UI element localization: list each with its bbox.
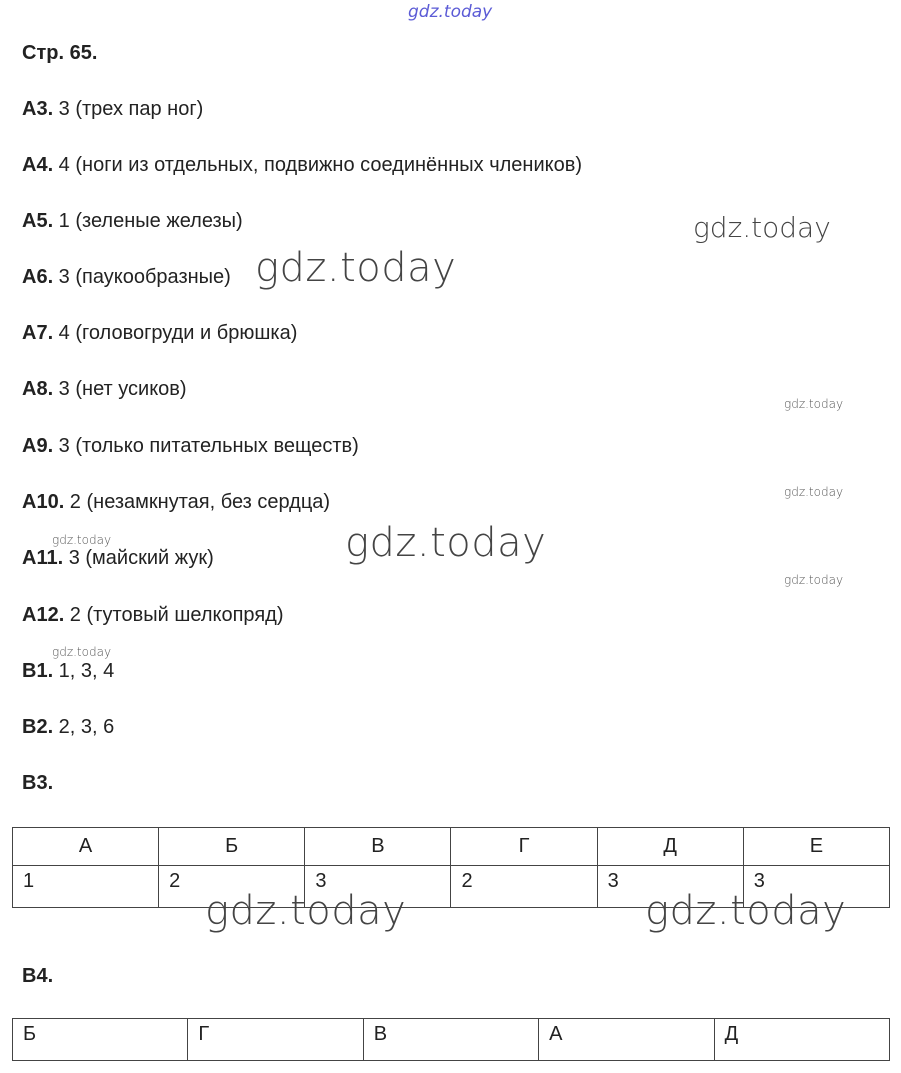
answer-label: А3. xyxy=(22,98,54,120)
answer-text: 3 (трех пар ног) xyxy=(53,98,204,120)
b3-label: В3. xyxy=(22,772,54,794)
watermark: gdz.today xyxy=(52,533,112,547)
answer-item xyxy=(22,603,283,627)
table-cell: В xyxy=(363,1019,538,1061)
answer-item xyxy=(22,153,582,177)
watermark: gdz.today xyxy=(255,245,457,291)
table-cell: 1 xyxy=(13,866,159,908)
table-cell: Г xyxy=(188,1019,363,1061)
watermark-top: gdz.today xyxy=(408,2,493,22)
answer-item xyxy=(22,715,114,739)
table-cell: А xyxy=(539,1019,714,1061)
answer-item xyxy=(22,659,114,683)
answer-item xyxy=(22,377,187,401)
table-cell: Д xyxy=(714,1019,889,1061)
answer-label: А9. xyxy=(22,435,54,457)
answer-text: 3 (майский жук) xyxy=(63,547,214,569)
answer-text: 2 (незамкнутая, без сердца) xyxy=(64,491,331,513)
table-header-cell: Е xyxy=(743,828,889,866)
answer-label: А10. xyxy=(22,491,65,513)
b4-answer-table xyxy=(12,1018,890,1061)
answer-item xyxy=(22,490,330,514)
b4-heading xyxy=(22,964,53,988)
table-header-cell: В xyxy=(305,828,451,866)
watermark: gdz.today xyxy=(693,211,831,244)
answer-label: А12. xyxy=(22,604,65,626)
answer-item xyxy=(22,265,231,289)
table-header-cell: Д xyxy=(597,828,743,866)
watermark: gdz.today xyxy=(784,573,844,587)
page-title: Стр. 65. xyxy=(22,42,98,64)
table-cell: 2 xyxy=(159,866,305,908)
answer-text: 1 (зеленые железы) xyxy=(53,210,243,232)
answer-label: А11. xyxy=(22,547,64,569)
answer-item xyxy=(22,321,297,345)
table-header-cell: Б xyxy=(159,828,305,866)
answer-label: В1. xyxy=(22,660,54,682)
table-cell: 2 xyxy=(451,866,597,908)
watermark: gdz.today xyxy=(645,888,847,934)
b4-label: В4. xyxy=(22,965,54,987)
answer-item xyxy=(22,209,243,233)
table-header-cell: А xyxy=(13,828,159,866)
answer-label: А7. xyxy=(22,322,54,344)
answer-text: 4 (головогруди и брюшка) xyxy=(53,322,298,344)
table-cell: 3 xyxy=(743,866,889,908)
answer-item xyxy=(22,546,214,570)
table-row xyxy=(13,1019,890,1061)
answer-label: А8. xyxy=(22,378,54,400)
answer-label: В2. xyxy=(22,716,54,738)
b3-heading xyxy=(22,771,53,795)
watermark: gdz.today xyxy=(345,520,547,566)
watermark: gdz.today xyxy=(784,485,844,499)
watermark: gdz.today xyxy=(784,397,844,411)
table-cell: Б xyxy=(13,1019,188,1061)
table-header-row xyxy=(13,828,890,866)
watermark: gdz.today xyxy=(52,645,112,659)
answer-text: 2 (тутовый шелкопряд) xyxy=(64,604,284,626)
answer-label: А6. xyxy=(22,266,54,288)
answer-label: А4. xyxy=(22,154,54,176)
answer-text: 1, 3, 4 xyxy=(53,660,115,682)
answer-text: 2, 3, 6 xyxy=(53,716,115,738)
table-header-cell: Г xyxy=(451,828,597,866)
answer-text: 4 (ноги из отдельных, подвижно соединённых члеников) xyxy=(53,154,583,176)
watermark: gdz.today xyxy=(205,888,407,934)
answer-text: 3 (паукообразные) xyxy=(53,266,231,288)
table-cell: 3 xyxy=(597,866,743,908)
table-cell: 3 xyxy=(305,866,451,908)
answer-text: 3 (нет усиков) xyxy=(53,378,187,400)
answer-item xyxy=(22,97,203,121)
answer-item xyxy=(22,434,359,458)
answer-text: 3 (только питательных веществ) xyxy=(53,435,359,457)
answer-label: А5. xyxy=(22,210,54,232)
